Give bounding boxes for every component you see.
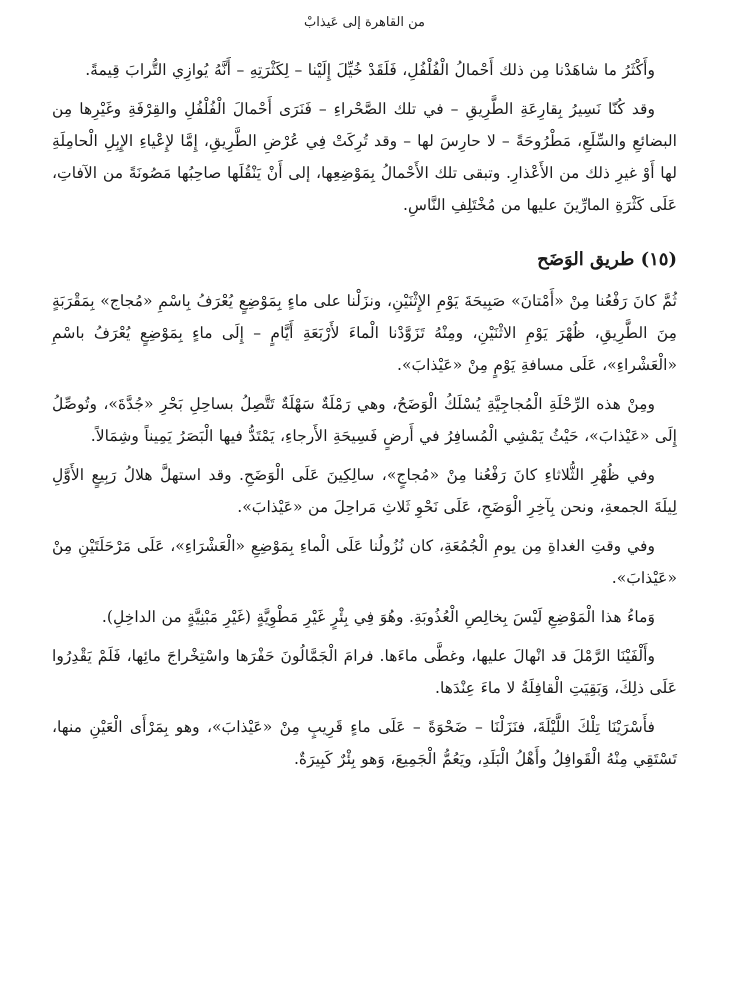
paragraph-night-march: فأَسْرَيْنَا تِلْكَ اللَّيْلَةَ، فنَزَلْنَا – ضَحْوَةً – عَلَى ماءٍ قَرِيبٍ مِنْ «عَيْذابَ»، وهو بِمَرْأَى الْعَيْنِ منها، تَسْتَقِي مِنْهُ الْقَوافِلُ وأَهْلُ الْبَلَدِ، ويَعُمُّ الْجَمِيعَ، وَهو بِئْرٌ كَبِيرَةٌ. [52,718,677,768]
paragraph-wadah-route: ومِنْ هذه الرِّحْلَةِ الْمُجاجِيَّةِ يُسْلَكُ الْوَضَحُ، وهي رَمْلَةٌ سَهْلَةٌ تَتَّصِلُ بساحِلِ بَحْرِ «جُدَّةَ»، وتُوصِّلُ إِلَى «عَيْذابَ»، حَيْثُ يَمْشِي الْمُسافِرُ في أَرضٍ فَسِيحَةِ الأَرجاءِ، يَمْتَدُّ فيها الْبَصَرُ يَمِيناً وشِمَالاً. [52,395,677,445]
section-title: (١٥) طريق الوَضَح [537,249,677,270]
paragraph-friday: وفي وقتِ الغداةِ مِن يومِ الْجُمُعَةِ، كان نُزُولُنا عَلَى الْماءِ بِمَوْضِعِ «الْعَشْرَاءِ»، عَلَى مَرْحَلَتَيْنِ مِنْ «عَيْذابَ». [52,537,677,587]
running-head: من القاهرة إلى عَيذابْ [304,15,425,30]
paragraph-pepper: وأَكْثَرُ ما شاهَدْنا مِن ذلك أَحْمالُ الْفُلْفُلِ، فَلَقَدْ خُيِّلَ إِلَيْنا – لِكَثْرَتِهِ – أَنَّهُ يُوازِي التُّرابَ قِيمةً. [85,61,655,79]
paragraph-departure: ثُمَّ كانَ رَفْعُنا مِنْ «أَمْتانَ» صَبِيحَةَ يَوْمِ الإِثْنَيْنِ، ونزَلْنا على ماءٍ بِمَوْضِعٍ يُعْرَفُ بِاسْمِ «مُجاج» بِمَقْرَبَةٍ مِنَ الطَّرِيقِ، ظُهْرَ يَوْمِ الاثْنَيْنِ، ومِنْهُ تَزَوَّدْنا الْماءَ لأَرْبَعَةِ أَيَّامٍ – إِلَى ماءٍ بِمَوْضِعٍ يُعْرَفُ باسْمِ «الْعَشْراءِ»، عَلَى مسافةِ يَوْمٍ مِنْ «عَيْذابَ». [52,292,677,374]
paragraph-tuesday: وفي ظُهْرِ الثُّلاثاءِ كانَ رَفْعُنا مِنْ «مُجاجٍ»، سالِكِينَ عَلَى الْوَضَحِ. وقد استهلَّ هلالُ رَبِيعٍ الأَوَّلِ لِيلَةَ الجمعةِ، ونحن بِآخِرِ الْوَضَحِ، عَلَى نَحْوِ ثَلاثِ مَراحِلَ من «عَيْذابَ». [52,466,677,516]
paragraph-well-water: وَماءُ هذا الْمَوْضِعِ لَيْسَ بِخالِصِ الْعُذُوبَةِ. وهُوَ فِي بِئْرٍ غَيْرِ مَطْوِيَّةٍ (غَيْرِ مَبْنِيَّةٍ من الداخِلِ). [101,608,655,626]
paragraph-road-goods: وقد كُنّا نَسِيرُ بِقارِعَةِ الطَّرِيقِ – في تلك الصَّحْراءِ – فَنَرَى أَحْمالَ الْفُلْفُلِ والقِرْفَةِ وغَيْرِها مِن البضائعِ والسِّلَعِ، مَطْرُوحَةً – لا حارِسَ لها – وقد تُرِكَتْ فِي عُرْضِ الطَّرِيقِ، إِمَّا لإِعْياءِ الإِبِلِ الْحامِلَةِ لها أَوْ غيرِ ذلك من الأَعْذارِ. وتبقى تلك الأَحْمالُ بِمَوْضِعِها، إلى أَنْ يَنْقُلَها صاحِبُها مَصُونَةً من الآفاتِ، عَلَى كَثْرَةِ المارِّينَ عليها من مُخْتَلِفِ النَّاسِ. [52,100,677,214]
paragraph-sand: وأَلْفَيْنَا الرَّمْلَ قد انْهالَ عليها، وغطَّى ماءَها. فرامَ الْجَمَّالُونَ حَفْرَها واسْتِخْراجَ مائِها، فَلَمْ يَقْدِرُوا عَلَى ذلِكَ، وَبَقِيَتِ الْقافِلَةُ لا ماءَ عِنْدَها. [52,647,677,697]
